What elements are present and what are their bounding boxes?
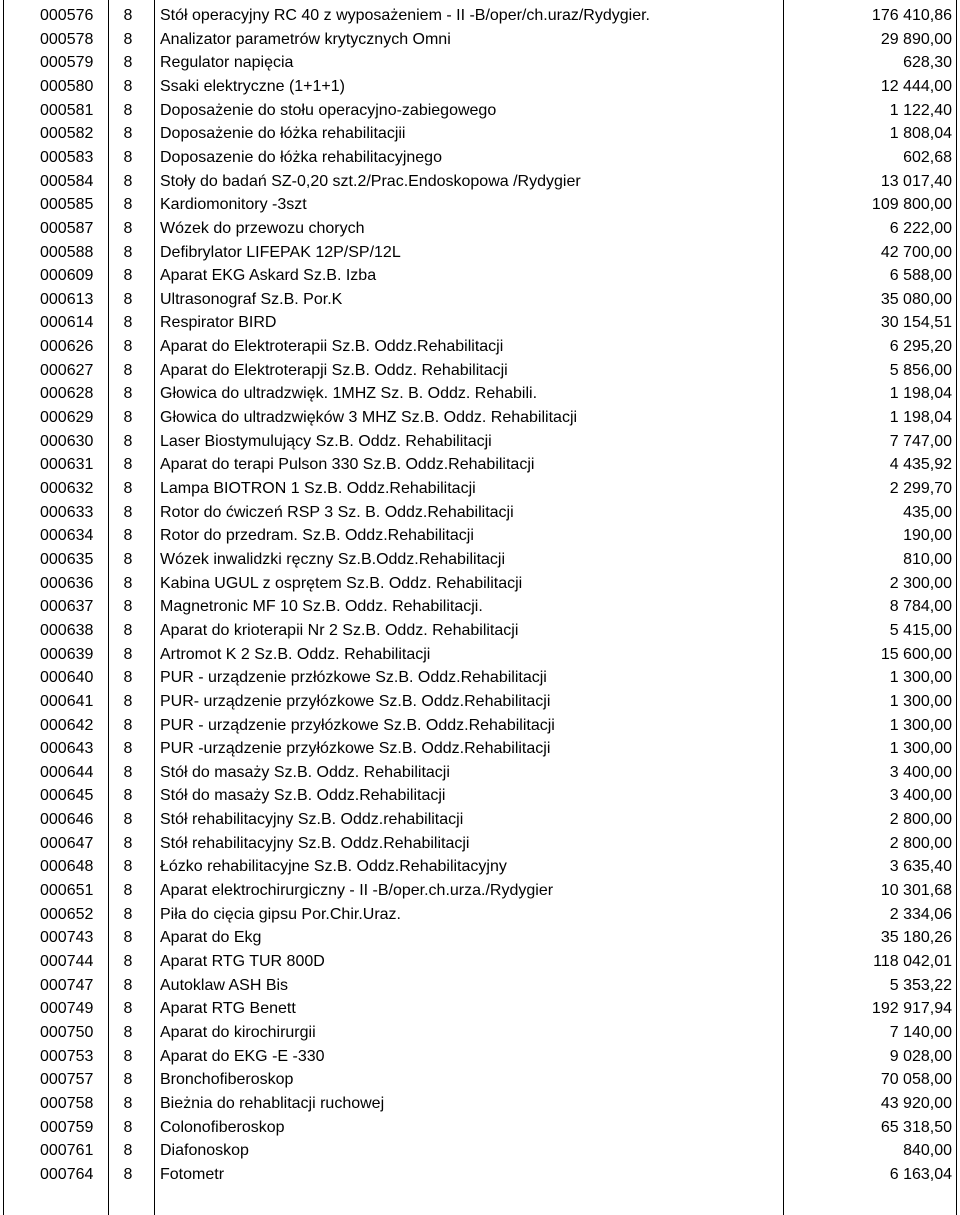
asset-value: 602,68 <box>903 148 952 166</box>
asset-value: 1 300,00 <box>889 669 952 687</box>
asset-id: 000644 <box>40 763 94 781</box>
asset-id: 000579 <box>40 54 94 72</box>
asset-value: 6 163,04 <box>889 1165 952 1183</box>
asset-name: Aparat RTG TUR 800D <box>160 953 325 970</box>
asset-name: PUR- urządzenie przyłózkowe Sz.B. Oddz.Rehabilitacji <box>160 692 551 710</box>
asset-id: 000646 <box>40 811 94 829</box>
group-code: 8 <box>123 550 133 568</box>
group-code: 8 <box>123 527 133 545</box>
asset-id: 000580 <box>40 77 94 95</box>
asset-id: 000636 <box>40 574 94 592</box>
asset-name: Wózek do przewozu chorych <box>160 219 365 237</box>
asset-name: Stół do masaży Sz.B. Oddz. Rehabilitacji <box>160 763 450 781</box>
table-row <box>0 878 960 903</box>
group-code: 8 <box>123 976 133 994</box>
group-code: 8 <box>123 1000 133 1018</box>
group-code: 8 <box>123 811 133 829</box>
group-code: 8 <box>123 1023 133 1041</box>
asset-name: Głowica do ultradzwięk. 1MHZ Sz. B. Oddz. Rehabili. <box>160 385 538 403</box>
asset-value: 109 800,00 <box>871 196 952 214</box>
asset-id: 000642 <box>40 716 94 734</box>
table-row <box>0 334 960 359</box>
asset-id: 000759 <box>40 1118 94 1136</box>
asset-value: 70 058,00 <box>880 1071 952 1089</box>
table-row <box>0 381 960 406</box>
asset-value: 192 917,94 <box>871 1000 952 1018</box>
asset-id: 000633 <box>40 503 94 521</box>
table-row <box>0 27 960 52</box>
group-code: 8 <box>123 101 133 119</box>
asset-value: 176 410,86 <box>871 7 952 24</box>
table-row <box>0 1115 960 1140</box>
asset-name: Aparat do terapi Pulson 330 Sz.B. Oddz.Rehabilitacji <box>160 456 535 474</box>
asset-value: 1 808,04 <box>889 125 952 143</box>
asset-name: Stół do masaży Sz.B. Oddz.Rehabilitacji <box>160 787 446 805</box>
table-row <box>0 452 960 477</box>
group-code: 8 <box>123 432 133 450</box>
table-row <box>0 192 960 217</box>
asset-id: 000753 <box>40 1047 94 1065</box>
group-code: 8 <box>123 1142 133 1160</box>
group-code: 8 <box>123 338 133 356</box>
table-row <box>0 121 960 146</box>
table-row <box>0 1138 960 1163</box>
asset-name: Ultrasonograf Sz.B. Por.K <box>160 290 343 308</box>
asset-id: 000613 <box>40 290 94 308</box>
asset-name: Respirator BIRD <box>160 314 277 332</box>
table-row <box>0 216 960 241</box>
asset-name: PUR - urządzenie przyłózkowe Sz.B. Oddz.Rehabilitacji <box>160 716 555 734</box>
asset-name: Diafonoskop <box>160 1142 249 1160</box>
table-row <box>0 429 960 454</box>
asset-id: 000652 <box>40 905 94 923</box>
group-code: 8 <box>123 905 133 923</box>
table-row <box>0 287 960 312</box>
asset-id: 000629 <box>40 409 94 427</box>
asset-value: 10 301,68 <box>880 882 952 900</box>
table-row <box>0 310 960 335</box>
table-row <box>0 358 960 383</box>
asset-id: 000647 <box>40 834 94 852</box>
asset-id: 000761 <box>40 1142 94 1160</box>
group-code: 8 <box>123 669 133 687</box>
table-row <box>0 500 960 525</box>
asset-name: Doposazenie do łóżka rehabilitacyjnego <box>160 148 442 166</box>
table-row <box>0 145 960 170</box>
group-code: 8 <box>123 574 133 592</box>
asset-value: 5 353,22 <box>889 976 952 994</box>
table-row <box>0 618 960 643</box>
asset-value: 118 042,01 <box>873 953 952 970</box>
table-row <box>0 1067 960 1092</box>
group-code: 8 <box>123 787 133 805</box>
asset-id: 000631 <box>40 456 94 474</box>
asset-value: 43 920,00 <box>880 1094 952 1112</box>
asset-name: Aparat do krioterapii Nr 2 Sz.B. Oddz. Rehabilitacji <box>160 621 519 639</box>
group-code: 8 <box>123 54 133 72</box>
asset-value: 190,00 <box>903 527 952 545</box>
group-code: 8 <box>123 480 133 497</box>
asset-value: 1 300,00 <box>889 740 952 758</box>
asset-value: 30 154,51 <box>880 314 952 332</box>
group-code: 8 <box>123 716 133 734</box>
table-row <box>0 3 960 28</box>
asset-id: 000637 <box>40 598 94 616</box>
group-code: 8 <box>123 125 133 143</box>
asset-value: 435,00 <box>903 503 952 521</box>
asset-id: 000743 <box>40 929 94 947</box>
group-code: 8 <box>123 763 133 781</box>
group-code: 8 <box>123 172 133 190</box>
asset-name: Stół rehabilitacyjny Sz.B. Oddz.rehabilitacji <box>160 811 464 829</box>
group-code: 8 <box>123 290 133 308</box>
group-code: 8 <box>123 1071 133 1089</box>
asset-value: 2 800,00 <box>889 834 952 852</box>
table-row <box>0 476 960 501</box>
asset-value: 5 856,00 <box>889 361 952 379</box>
asset-value: 9 028,00 <box>889 1047 952 1065</box>
asset-value: 2 300,00 <box>889 574 952 592</box>
group-code: 8 <box>123 1118 133 1136</box>
table-row <box>0 854 960 879</box>
asset-id: 000587 <box>40 219 94 237</box>
asset-value: 2 800,00 <box>889 811 952 829</box>
asset-value: 42 700,00 <box>880 243 952 261</box>
asset-name: Fotometr <box>160 1165 225 1183</box>
table-row <box>0 1162 960 1187</box>
asset-name: Lampa BIOTRON 1 Sz.B. Oddz.Rehabilitacji <box>160 480 476 497</box>
group-code: 8 <box>123 409 133 427</box>
asset-name: Łózko rehabilitacyjne Sz.B. Oddz.Rehabilitacyjny <box>160 858 507 876</box>
asset-value: 15 600,00 <box>880 645 952 663</box>
asset-value: 8 784,00 <box>889 598 952 616</box>
asset-name: Bronchofiberoskop <box>160 1071 294 1089</box>
group-code: 8 <box>123 243 133 261</box>
asset-value: 7 747,00 <box>889 432 952 450</box>
table-row <box>0 665 960 690</box>
table-row <box>0 1091 960 1116</box>
group-code: 8 <box>123 361 133 379</box>
asset-name: Stół operacyjny RC 40 z wyposażeniem - II -B/oper/ch.uraz/Rydygier. <box>160 7 650 24</box>
group-code: 8 <box>123 385 133 403</box>
asset-id: 000747 <box>40 976 94 994</box>
asset-value: 1 122,40 <box>889 101 952 119</box>
asset-name: Aparat do EKG -E -330 <box>160 1047 325 1065</box>
asset-value: 6 295,20 <box>889 338 952 356</box>
asset-name: Colonofiberoskop <box>160 1118 285 1136</box>
asset-value: 35 080,00 <box>880 290 952 308</box>
asset-name: Analizator parametrów krytycznych Omni <box>160 30 451 48</box>
group-code: 8 <box>123 503 133 521</box>
table-row <box>0 807 960 832</box>
asset-value: 840,00 <box>903 1142 952 1160</box>
asset-id: 000609 <box>40 267 94 285</box>
asset-name: Ssaki elektryczne (1+1+1) <box>160 77 345 95</box>
group-code: 8 <box>123 1047 133 1065</box>
asset-id: 000640 <box>40 669 94 687</box>
asset-name: Aparat RTG Benett <box>160 1000 296 1018</box>
asset-id: 000757 <box>40 1071 94 1089</box>
table-row <box>0 240 960 265</box>
asset-id: 000581 <box>40 101 94 119</box>
group-code: 8 <box>123 645 133 663</box>
asset-name: Bieżnia do rehablitacji ruchowej <box>160 1094 385 1112</box>
table-row <box>0 594 960 619</box>
group-code: 8 <box>123 1165 133 1183</box>
asset-name: Stół rehabilitacyjny Sz.B. Oddz.Rehabilitacji <box>160 834 470 852</box>
asset-id: 000585 <box>40 196 94 214</box>
asset-name: Piła do cięcia gipsu Por.Chir.Uraz. <box>160 905 401 923</box>
asset-id: 000614 <box>40 314 94 332</box>
asset-name: Kabina UGUL z osprętem Sz.B. Oddz. Rehabilitacji <box>160 574 523 592</box>
table-row <box>0 547 960 572</box>
group-code: 8 <box>123 953 133 970</box>
table-row <box>0 736 960 761</box>
group-code: 8 <box>123 621 133 639</box>
asset-id: 000764 <box>40 1165 94 1183</box>
group-code: 8 <box>123 77 133 95</box>
asset-name: Aparat do kirochirurgii <box>160 1023 316 1041</box>
asset-value: 1 198,04 <box>889 385 952 403</box>
table-row <box>0 98 960 123</box>
asset-value: 1 300,00 <box>889 692 952 710</box>
table-row <box>0 902 960 927</box>
group-code: 8 <box>123 598 133 616</box>
asset-id: 000632 <box>40 480 94 497</box>
table-row <box>0 74 960 99</box>
asset-value: 2 334,06 <box>889 905 952 923</box>
asset-name: Aparat do Elektroterapii Sz.B. Oddz.Rehabilitacji <box>160 338 504 356</box>
table-row <box>0 1044 960 1069</box>
asset-value: 810,00 <box>903 550 952 568</box>
asset-id: 000641 <box>40 692 94 710</box>
group-code: 8 <box>123 30 133 48</box>
table-row <box>0 925 960 950</box>
asset-name: Stoły do badań SZ-0,20 szt.2/Prac.Endoskopowa /Rydygier <box>160 172 581 190</box>
asset-value: 3 635,40 <box>889 858 952 876</box>
group-code: 8 <box>123 196 133 214</box>
asset-id: 000582 <box>40 125 94 143</box>
asset-id: 000638 <box>40 621 94 639</box>
asset-id: 000651 <box>40 882 94 900</box>
asset-name: Wózek inwalidzki ręczny Sz.B.Oddz.Rehabilitacji <box>160 550 506 568</box>
asset-name: Defibrylator LIFEPAK 12P/SP/12L <box>160 243 401 261</box>
group-code: 8 <box>123 456 133 474</box>
group-code: 8 <box>123 834 133 852</box>
asset-name: Regulator napięcia <box>160 54 294 72</box>
table-row <box>0 1020 960 1045</box>
asset-value: 3 400,00 <box>889 787 952 805</box>
asset-id: 000645 <box>40 787 94 805</box>
asset-name: Aparat do Elektroterapji Sz.B. Oddz. Rehabilitacji <box>160 361 508 379</box>
asset-value: 6 588,00 <box>889 267 952 285</box>
group-code: 8 <box>123 882 133 900</box>
asset-id: 000635 <box>40 550 94 568</box>
asset-name: Autoklaw ASH Bis <box>160 976 289 994</box>
asset-name: Laser Biostymulujący Sz.B. Oddz. Rehabilitacji <box>160 432 492 450</box>
asset-value: 628,30 <box>903 54 952 72</box>
group-code: 8 <box>123 219 133 237</box>
asset-value: 12 444,00 <box>880 77 952 95</box>
asset-id: 000643 <box>40 740 94 758</box>
asset-id: 000576 <box>40 7 94 24</box>
asset-id: 000750 <box>40 1023 94 1041</box>
group-code: 8 <box>123 858 133 876</box>
asset-id: 000626 <box>40 338 94 356</box>
group-code: 8 <box>123 267 133 285</box>
asset-value: 13 017,40 <box>880 172 952 190</box>
group-code: 8 <box>123 314 133 332</box>
table-row <box>0 571 960 596</box>
group-code: 8 <box>123 148 133 166</box>
group-code: 8 <box>123 7 133 24</box>
asset-name: Doposażenie do stołu operacyjno-zabiegowego <box>160 101 497 119</box>
asset-id: 000588 <box>40 243 94 261</box>
asset-value: 35 180,26 <box>880 929 952 947</box>
asset-id: 000584 <box>40 172 94 190</box>
asset-name: Magnetronic MF 10 Sz.B. Oddz. Rehabilitacji. <box>160 598 483 616</box>
asset-name: Kardiomonitory -3szt <box>160 196 307 214</box>
table-row <box>0 973 960 998</box>
table-row <box>0 405 960 430</box>
table-row <box>0 713 960 738</box>
table-row <box>0 689 960 714</box>
asset-value: 5 415,00 <box>889 621 952 639</box>
asset-value: 6 222,00 <box>889 219 952 237</box>
asset-name: Rotor do ćwiczeń RSP 3 Sz. B. Oddz.Rehabilitacji <box>160 503 514 521</box>
asset-id: 000583 <box>40 148 94 166</box>
asset-value: 29 890,00 <box>880 30 952 48</box>
asset-value: 2 299,70 <box>889 480 952 497</box>
asset-id: 000628 <box>40 385 94 403</box>
asset-value: 3 400,00 <box>889 763 952 781</box>
asset-id: 000758 <box>40 1094 94 1112</box>
table-row <box>0 523 960 548</box>
table-row <box>0 760 960 785</box>
asset-value: 1 300,00 <box>889 716 952 734</box>
table-row <box>0 831 960 856</box>
asset-name: Aparat do Ekg <box>160 929 262 947</box>
asset-id: 000639 <box>40 645 94 663</box>
asset-name: Aparat elektrochirurgiczny - II -B/oper.ch.urza./Rydygier <box>160 882 554 900</box>
asset-name: PUR - urządzenie przłózkowe Sz.B. Oddz.Rehabilitacji <box>160 669 547 687</box>
asset-name: Doposażenie do łóżka rehabilitacjii <box>160 125 406 143</box>
asset-value: 4 435,92 <box>889 456 952 474</box>
asset-id: 000578 <box>40 30 94 48</box>
group-code: 8 <box>123 929 133 947</box>
table-row <box>0 169 960 194</box>
table-row <box>0 50 960 75</box>
table-row <box>0 783 960 808</box>
asset-id: 000749 <box>40 1000 94 1018</box>
asset-name: Aparat EKG Askard Sz.B. Izba <box>160 267 377 285</box>
group-code: 8 <box>123 692 133 710</box>
group-code: 8 <box>123 1094 133 1112</box>
asset-id: 000634 <box>40 527 94 545</box>
table-row <box>0 996 960 1021</box>
asset-name: Głowica do ultradzwięków 3 MHZ Sz.B. Oddz. Rehabilitacji <box>160 409 578 427</box>
table-row <box>0 949 960 974</box>
asset-name: PUR -urządzenie przyłózkowe Sz.B. Oddz.Rehabilitacji <box>160 740 551 758</box>
group-code: 8 <box>123 740 133 758</box>
asset-value: 1 198,04 <box>889 409 952 427</box>
asset-value: 7 140,00 <box>889 1023 952 1041</box>
asset-name: Rotor do przedram. Sz.B. Oddz.Rehabilitacji <box>160 527 474 545</box>
asset-id: 000744 <box>40 953 94 970</box>
asset-id: 000630 <box>40 432 94 450</box>
asset-id: 000648 <box>40 858 94 876</box>
asset-id: 000627 <box>40 361 94 379</box>
asset-value: 65 318,50 <box>880 1118 952 1136</box>
table-row <box>0 642 960 667</box>
table-row <box>0 263 960 288</box>
asset-name: Artromot K 2 Sz.B. Oddz. Rehabilitacji <box>160 645 431 663</box>
